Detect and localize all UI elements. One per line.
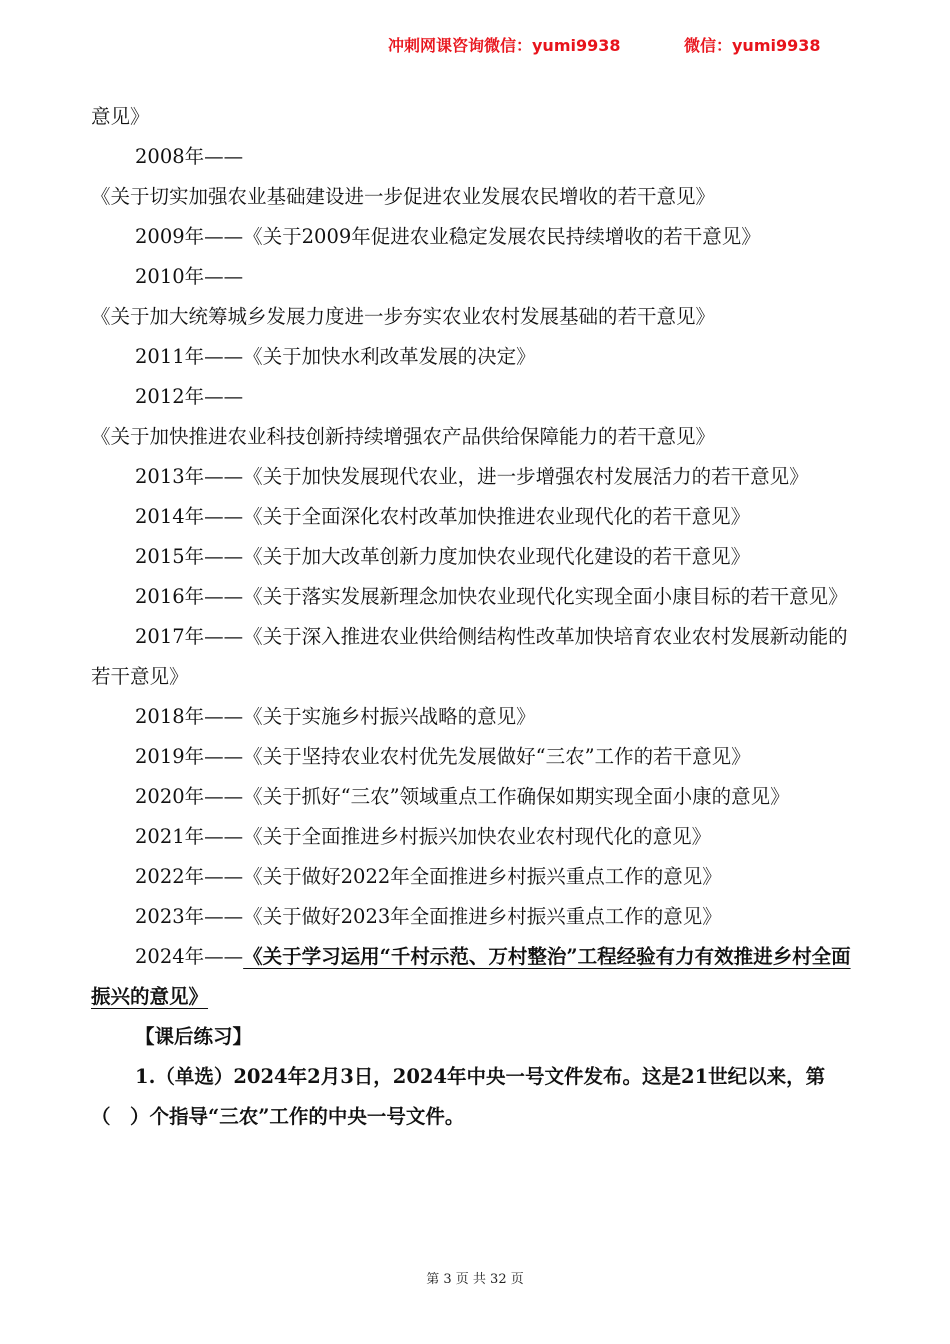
entry-separator: —— — [204, 825, 244, 848]
entry-separator: —— — [204, 945, 244, 968]
header-contact-left: 冲刺网课咨询微信：yumi9938 — [388, 36, 621, 55]
entry-title: 《关于实施乡村振兴战略的意见》 — [243, 705, 536, 728]
document-body — [91, 97, 861, 1137]
entry-year: 2015年 — [135, 545, 205, 568]
entry-year: 2008年 — [135, 145, 205, 168]
entry-year: 2017年 — [135, 625, 205, 648]
list-item — [91, 617, 861, 697]
list-item — [91, 737, 861, 777]
entry-title: 《关于坚持农业农村优先发展做好“三农”工作的若干意见》 — [243, 745, 751, 768]
entry-title: 《关于做好2023年全面推进乡村振兴重点工作的意见》 — [243, 905, 722, 928]
list-item — [91, 257, 861, 337]
entry-separator: —— — [204, 465, 244, 488]
entry-separator: —— — [204, 145, 244, 168]
continuation-line: 意见》 — [91, 105, 150, 128]
entry-year: 2011年 — [135, 345, 205, 368]
list-item — [91, 857, 861, 897]
entry-title: 《关于加快推进农业科技创新持续增强农产品供给保障能力的若干意见》 — [91, 425, 716, 448]
entry-separator: —— — [204, 905, 244, 928]
entry-title-highlighted: 《关于学习运用“千村示范、万村整治”工程经验有力有效推进乡村全面振兴的意见》 — [91, 945, 851, 1008]
watermark-header — [0, 33, 950, 57]
entry-title: 《关于加大统筹城乡发展力度进一步夯实农业农村发展基础的若干意见》 — [91, 305, 716, 328]
document-list — [91, 137, 861, 937]
list-item — [91, 377, 861, 457]
entry-year: 2009年 — [135, 225, 205, 248]
entry-title: 《关于加快发展现代农业，进一步增强农村发展活力的若干意见》 — [243, 465, 809, 488]
entry-separator: —— — [204, 545, 244, 568]
entry-title: 《关于全面推进乡村振兴加快农业农村现代化的意见》 — [243, 825, 712, 848]
entry-year: 2014年 — [135, 505, 205, 528]
entry-title: 《关于落实发展新理念加快农业现代化实现全面小康目标的若干意见》 — [243, 585, 848, 608]
entry-title: 《关于深入推进农业供给侧结构性改革加快培育农业农村发展新动能的若干意见》 — [91, 625, 848, 688]
entry-year: 2022年 — [135, 865, 205, 888]
entry-2024 — [91, 937, 861, 1017]
exercise-heading: 【课后练习】 — [135, 1025, 253, 1048]
entry-separator: —— — [204, 385, 244, 408]
entry-separator: —— — [204, 745, 244, 768]
entry-separator: —— — [204, 625, 244, 648]
entry-year: 2023年 — [135, 905, 205, 928]
list-item — [91, 697, 861, 737]
entry-year: 2018年 — [135, 705, 205, 728]
list-item — [91, 897, 861, 937]
list-item — [91, 457, 861, 497]
entry-year: 2021年 — [135, 825, 205, 848]
list-item — [91, 537, 861, 577]
entry-title: 《关于加快水利改革发展的决定》 — [243, 345, 536, 368]
entry-separator: —— — [204, 785, 244, 808]
entry-year: 2016年 — [135, 585, 205, 608]
entry-separator: —— — [204, 505, 244, 528]
entry-separator: —— — [204, 865, 244, 888]
entry-separator: —— — [204, 265, 244, 288]
list-item — [91, 497, 861, 537]
entry-separator: —— — [204, 585, 244, 608]
list-item — [91, 817, 861, 857]
list-item — [91, 337, 861, 377]
list-item — [91, 577, 861, 617]
entry-year: 2020年 — [135, 785, 205, 808]
entry-separator: —— — [204, 705, 244, 728]
entry-separator: —— — [204, 345, 244, 368]
entry-title: 《关于切实加强农业基础建设进一步促进农业发展农民增收的若干意见》 — [91, 185, 716, 208]
entry-title: 《关于做好2022年全面推进乡村振兴重点工作的意见》 — [243, 865, 722, 888]
header-contact-right: 微信：yumi9938 — [684, 36, 821, 55]
question-1: 1.（单选）2024年2月3日，2024年中央一号文件发布。这是21世纪以来，第（ ）个指导“三农”工作的中央一号文件。 — [91, 1065, 826, 1128]
list-item — [91, 777, 861, 817]
list-item — [91, 137, 861, 217]
entry-year: 2024年 — [135, 945, 205, 968]
entry-title: 《关于2009年促进农业稳定发展农民持续增收的若干意见》 — [243, 225, 761, 248]
entry-title: 《关于抓好“三农”领域重点工作确保如期实现全面小康的意见》 — [243, 785, 790, 808]
entry-separator: —— — [204, 225, 244, 248]
entry-title: 《关于全面深化农村改革加快推进农业现代化的若干意见》 — [243, 505, 751, 528]
entry-year: 2019年 — [135, 745, 205, 768]
entry-year: 2013年 — [135, 465, 205, 488]
entry-year: 2010年 — [135, 265, 205, 288]
page-number: 第 3 页 共 32 页 — [426, 1272, 524, 1287]
list-item — [91, 217, 861, 257]
entry-year: 2012年 — [135, 385, 205, 408]
entry-title: 《关于加大改革创新力度加快农业现代化建设的若干意见》 — [243, 545, 751, 568]
